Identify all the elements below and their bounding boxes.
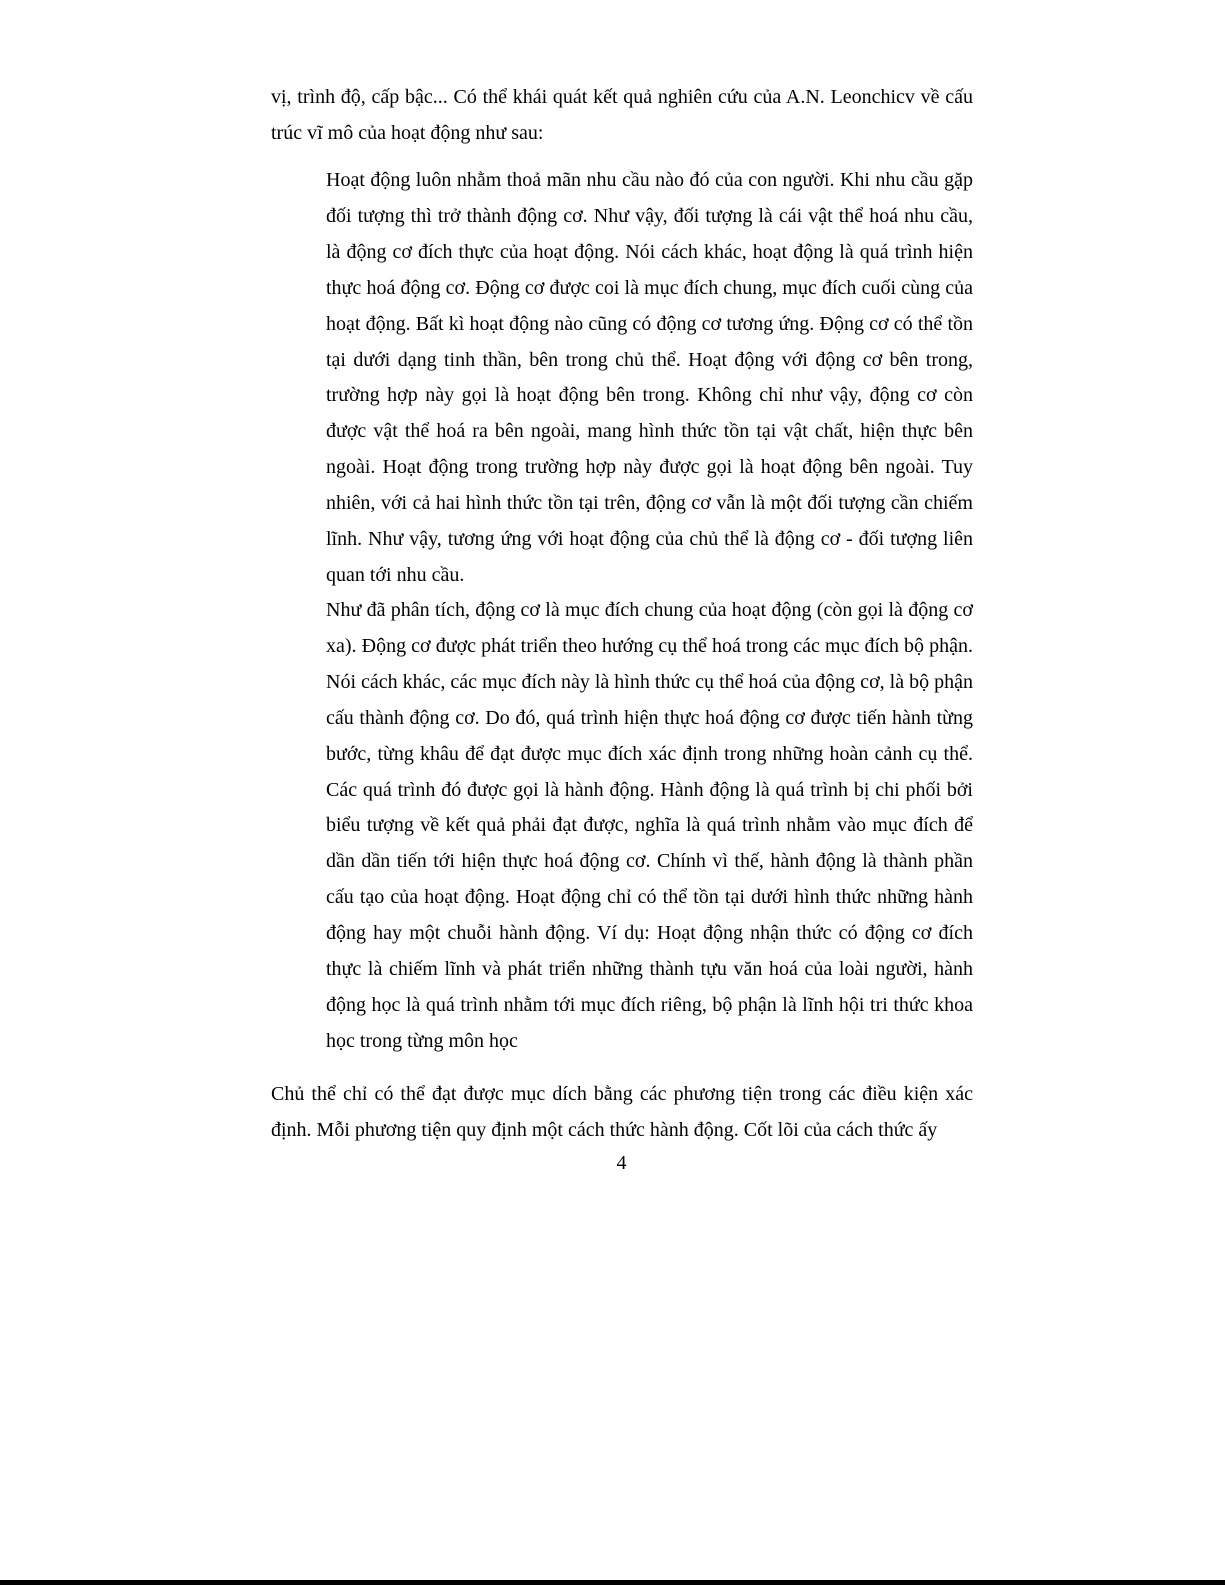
bottom-border (0, 1580, 1225, 1585)
page-number: 4 (616, 1152, 627, 1174)
quoted-paragraph-action-goal: Như đã phân tích, động cơ là mục đích chung của hoạt động (còn gọi là động cơ xa). Động cơ được phát triển theo hướng cụ thể hoá trong các mục đích bộ phận. Nói cách khác, các mục đích này là hình thức cụ thể hoá của động cơ, là bộ phận cấu thành động cơ. Do đó, quá trình hiện thực hoá động cơ được tiến hành từng bước, từng khâu để đạt được mục đích xác định trong những hoàn cảnh cụ thể. Các quá trình đó được gọi là hành động. Hành động là quá trình bị chi phối bởi biểu tượng về kết quả phải đạt được, nghĩa là quá trình nhằm vào mục đích để dần dần tiến tới hiện thực hoá động cơ. Chính vì thế, hành động là thành phần cấu tạo của hoạt động. Hoạt động chỉ có thể tồn tại dưới hình thức những hành động hay một chuỗi hành động. Ví dụ: Hoạt động nhận thức có động cơ đích thực là chiếm lĩnh và phát triển những thành tựu văn hoá của loài người, hành động học là quá trình nhằm tới mục đích riêng, bộ phận là lĩnh hội tri thức khoa học trong từng môn học (326, 599, 973, 1052)
closing-paragraph: Chủ thể chỉ có thể đạt được mục dích bằng các phương tiện trong các điều kiện xác định. Mỗi phương tiện quy định một cách thức hành động. Cốt lõi của cách thức ấy (271, 1083, 973, 1141)
quoted-paragraph-activity-motive: Hoạt động luôn nhằm thoả mãn nhu cầu nào đó của con người. Khi nhu cầu gặp đối tượng thì trở thành động cơ. Như vậy, đối tượng là cái vật thể hoá nhu cầu, là động cơ đích thực của hoạt động. Nói cách khác, hoạt động là quá trình hiện thực hoá động cơ. Động cơ được coi là mục đích chung, mục đích cuối cùng của hoạt động. Bất kì hoạt động nào cũng có động cơ tương ứng. Động cơ có thể tồn tại dưới dạng tinh thần, bên trong chủ thể. Hoạt động với động cơ bên trong, trường hợp này gọi là hoạt động bên trong. Không chỉ như vậy, động cơ còn được vật thể hoá ra bên ngoài, mang hình thức tồn tại vật chất, hiện thực bên ngoài. Hoạt động trong trường hợp này được gọi là hoạt động bên ngoài. Tuy nhiên, với cả hai hình thức tồn tại trên, động cơ vẫn là một đối tượng cần chiếm lĩnh. Như vậy, tương ứng với hoạt động của chủ thể là động cơ - đối tượng liên quan tới nhu cầu. (326, 169, 973, 586)
intro-paragraph: vị, trình độ, cấp bậc... Có thể khái quát kết quả nghiên cứu của A.N. Leonchicv về cấu trúc vĩ mô của hoạt động như sau: (271, 86, 973, 144)
